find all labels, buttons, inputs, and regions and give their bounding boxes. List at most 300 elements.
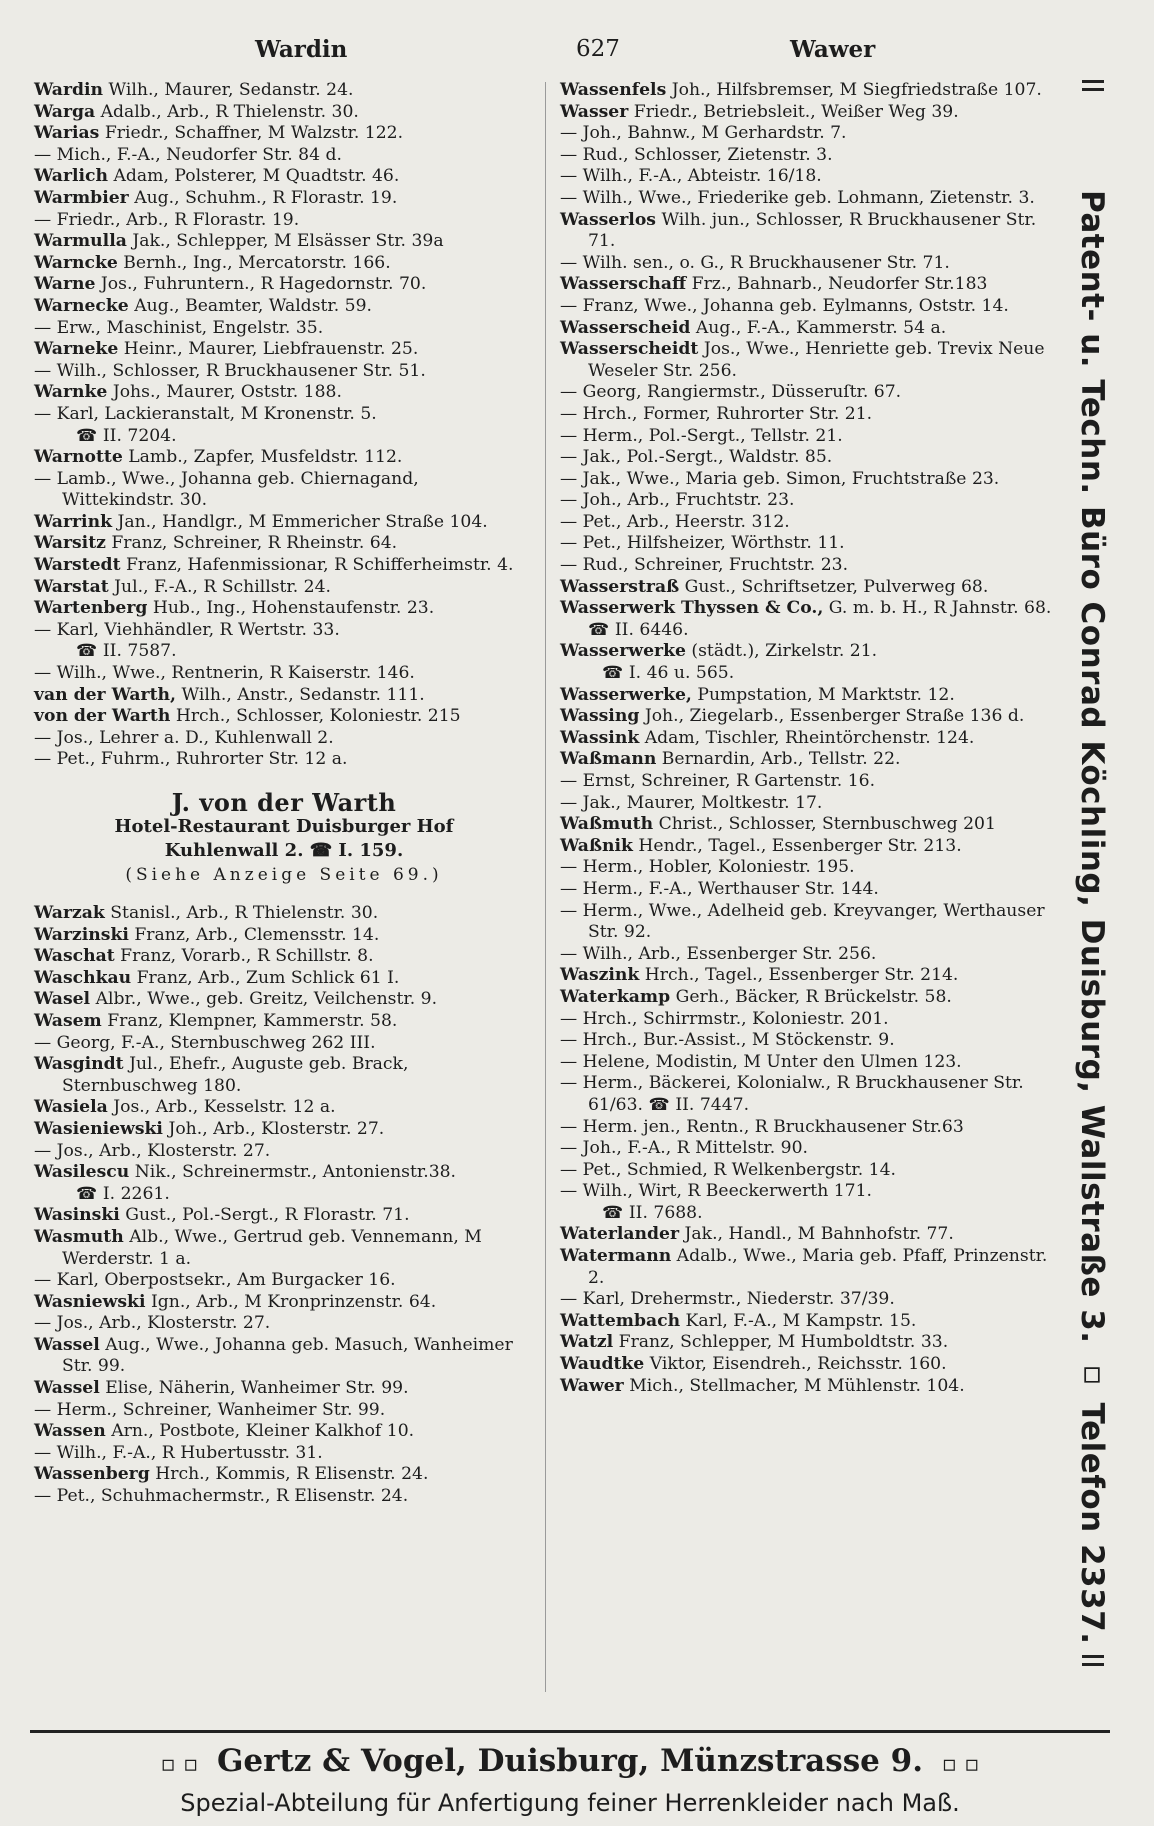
directory-entry <box>34 1162 534 1184</box>
left-entries-bottom <box>34 903 534 1508</box>
directory-entry <box>560 1224 1060 1246</box>
entry-details: Jos., Arb., Kesselstr. 12 a. <box>113 1097 336 1118</box>
entry-details: — Erw., Maschinist, Engelstr. 35. <box>34 317 324 338</box>
entry-surname: Warstedt <box>34 555 121 576</box>
entry-details: — Hrch., Former, Ruhrorter Str. 21. <box>560 403 873 424</box>
directory-entry <box>34 102 534 124</box>
entry-details: Franz, Schlepper, M Humboldtstr. 33. <box>618 1332 949 1353</box>
entry-surname: Wasserscheidt <box>560 339 699 360</box>
entry-surname: Waßmuth <box>560 814 654 835</box>
entry-surname: Wasinski <box>34 1205 120 1226</box>
entry-surname: Wassel <box>34 1378 100 1399</box>
entry-details: Jak., Schlepper, M Elsässer Str. 39a <box>132 231 444 252</box>
entry-details: Hrch., Kommis, R Elisenstr. 24. <box>155 1464 429 1485</box>
directory-entry <box>34 1292 534 1314</box>
directory-entry <box>560 1311 1060 1333</box>
directory-entry <box>560 490 1060 512</box>
entry-details: Stanisl., Arb., R Thielenstr. 30. <box>110 903 379 923</box>
entry-surname: Warnecke <box>34 295 129 316</box>
entry-surname: Wasem <box>34 1010 102 1031</box>
entry-surname: Wasmuth <box>34 1226 124 1247</box>
entry-surname: Wasserwerk Thyssen & Co., <box>560 598 824 619</box>
entry-surname: Wasniewski <box>34 1291 146 1312</box>
side-rule-top-2 <box>1082 88 1104 91</box>
entry-details: — Hrch., Schirrmstr., Koloniestr. 201. <box>560 1008 889 1029</box>
right-column <box>560 80 1060 1397</box>
directory-entry <box>560 1052 1060 1074</box>
header-right-word: Wawer <box>790 36 876 63</box>
square-icon: ▫ ▫ <box>160 1751 199 1777</box>
entry-details: — Jak., Wwe., Maria geb. Simon, Fruchtstraße 23. <box>560 468 1000 489</box>
directory-entry <box>560 253 1060 275</box>
directory-entry <box>560 102 1060 124</box>
entry-details: Franz, Klempner, Kammerstr. 58. <box>107 1010 398 1031</box>
directory-entry <box>34 1011 534 1033</box>
entry-details: Gust., Schriftsetzer, Pulverweg 68. <box>684 576 989 597</box>
entry-details: — Herm., Hobler, Koloniestr. 195. <box>560 857 855 878</box>
directory-entry <box>560 1203 1060 1225</box>
entry-details: Pumpstation, M Marktstr. 12. <box>697 684 955 705</box>
directory-entry <box>34 1270 534 1292</box>
entry-details: — Helene, Modistin, M Unter den Ulmen 123. <box>560 1051 962 1072</box>
directory-entry <box>34 577 534 599</box>
entry-details: Franz, Hafenmissionar, R Schifferheimstr. 4. <box>125 555 514 576</box>
directory-entry <box>560 577 1060 599</box>
entry-details: — Franz, Wwe., Johanna geb. Eylmanns, Oststr. 14. <box>560 295 1009 316</box>
entry-details: — Pet., Hilfsheizer, Wörthstr. 11. <box>560 533 845 554</box>
entry-surname: Wassing <box>560 706 640 727</box>
directory-entry <box>34 318 534 340</box>
side-rule-top <box>1082 80 1104 83</box>
directory-entry <box>34 231 534 253</box>
side-rule-bottom-2 <box>1082 1663 1104 1666</box>
directory-entry <box>34 210 534 232</box>
entry-surname: Wardin <box>34 80 104 100</box>
directory-entry <box>560 382 1060 404</box>
directory-entry <box>34 903 534 925</box>
entry-details: Jan., Handlgr., M Emmericher Straße 104. <box>117 511 488 532</box>
directory-entry <box>34 1486 534 1508</box>
directory-entry <box>560 166 1060 188</box>
entry-surname: Waszink <box>560 965 640 986</box>
entry-details: Gust., Pol.-Sergt., R Florastr. 71. <box>125 1205 410 1226</box>
directory-entry <box>560 80 1060 102</box>
directory-entry <box>560 663 1060 685</box>
entry-details: — Georg, Rangiermstr., Düsseruſtr. 67. <box>560 382 902 403</box>
directory-entry <box>34 641 534 663</box>
directory-entry <box>34 728 534 750</box>
directory-entry <box>34 1141 534 1163</box>
entry-details: Elise, Näherin, Wanheimer Str. 99. <box>105 1378 409 1399</box>
entry-details: — Karl, Lackieranstalt, M Kronenstr. 5. <box>34 403 377 424</box>
entry-surname: von der Warth <box>34 706 171 727</box>
directory-entry <box>560 901 1060 944</box>
directory-entry <box>560 469 1060 491</box>
entry-details: — Wilh., Wwe., Rentnerin, R Kaiserstr. 146. <box>34 663 415 684</box>
directory-entry <box>34 188 534 210</box>
entry-details: Adalb., Arb., R Thielenstr. 30. <box>100 101 359 122</box>
directory-entry <box>34 1205 534 1227</box>
entry-surname: Warneke <box>34 339 119 360</box>
entry-details: — Wilh., Arb., Essenberger Str. 256. <box>560 943 877 964</box>
directory-entry <box>560 447 1060 469</box>
directory-entry <box>34 1097 534 1119</box>
entry-details: Viktor, Eisendreh., Reichsstr. 160. <box>649 1354 947 1375</box>
entry-surname: Warzak <box>34 903 105 923</box>
entry-surname: Wartenberg <box>34 598 148 619</box>
entry-surname: Waschat <box>34 946 115 967</box>
footer-advert <box>30 1730 1110 1818</box>
entry-surname: Wasserwerke, <box>560 684 692 705</box>
entry-details: — Georg, F.-A., Sternbuschweg 262 III. <box>34 1032 376 1053</box>
entry-details: — Jak., Pol.-Sergt., Waldstr. 85. <box>560 447 833 468</box>
entry-details: Heinr., Maurer, Liebfrauenstr. 25. <box>123 339 419 360</box>
entry-details: — Herm., Wwe., Adelheid geb. Kreyvanger, Werthauser Str. 92. <box>560 900 1045 943</box>
entry-details: — Herm. jen., Rentn., R Bruckhausener Str.63 <box>560 1116 964 1137</box>
telephone-number: ☎ II. 7688. <box>602 1202 703 1223</box>
entry-details: G. m. b. H., R Jahnstr. 68. ☎ II. 6446. <box>588 598 1052 640</box>
directory-entry <box>560 1117 1060 1139</box>
entry-details: Friedr., Betriebsleit., Weißer Weg 39. <box>633 101 959 122</box>
directory-entry <box>560 1246 1060 1289</box>
directory-entry <box>560 318 1060 340</box>
directory-entry <box>560 1289 1060 1311</box>
directory-entry <box>560 793 1060 815</box>
entry-details: Mich., Stellmacher, M Mühlenstr. 104. <box>629 1375 965 1396</box>
entry-details: Albr., Wwe., geb. Greitz, Veilchenstr. 9. <box>95 989 438 1010</box>
directory-entry <box>560 1073 1060 1116</box>
entry-details: Franz, Schreiner, R Rheinstr. 64. <box>111 533 398 554</box>
entry-details: Wilh., Anstr., Sedanstr. 111. <box>181 684 425 705</box>
telephone-number: ☎ II. 7587. <box>76 641 177 662</box>
entry-details: — Pet., Schuhmachermstr., R Elisenstr. 24. <box>34 1486 409 1507</box>
entry-details: Adalb., Wwe., Maria geb. Pfaff, Prinzenstr. 2. <box>588 1246 1048 1288</box>
directory-entry <box>560 706 1060 728</box>
entry-surname: Wasel <box>34 989 91 1010</box>
entry-details: — Joh., Arb., Fruchtstr. 23. <box>560 490 795 511</box>
entry-details: — Herm., Pol.-Sergt., Tellstr. 21. <box>560 425 843 446</box>
entry-details: Joh., Ziegelarb., Essenberger Straße 136 d. <box>644 706 1025 727</box>
directory-entry <box>560 685 1060 707</box>
directory-entry <box>34 1033 534 1055</box>
entry-details: — Pet., Fuhrm., Ruhrorter Str. 12 a. <box>34 749 348 770</box>
entry-surname: Waudtke <box>560 1354 645 1375</box>
entry-surname: Warmbier <box>34 187 129 208</box>
entry-surname: Wasserwerke <box>560 641 686 662</box>
entry-surname: Wassen <box>34 1421 106 1442</box>
entry-details: — Mich., F.-A., Neudorfer Str. 84 d. <box>34 144 342 165</box>
entry-surname: Warncke <box>34 252 118 273</box>
entry-surname: Wassenberg <box>34 1464 150 1485</box>
entry-surname: Wasserlos <box>560 209 656 230</box>
entry-surname: Warlich <box>34 166 109 187</box>
directory-entry <box>34 512 534 534</box>
entry-details: Hendr., Tagel., Essenberger Str. 213. <box>638 835 962 856</box>
entry-surname: Warsitz <box>34 533 106 554</box>
directory-entry <box>560 728 1060 750</box>
entry-details: Franz, Arb., Clemensstr. 14. <box>134 924 380 945</box>
entry-details: Jos., Fuhruntern., R Hagedornstr. 70. <box>100 274 427 295</box>
directory-entry <box>560 1332 1060 1354</box>
directory-entry <box>34 946 534 968</box>
directory-entry <box>560 145 1060 167</box>
directory-entry <box>34 339 534 361</box>
directory-entry <box>34 274 534 296</box>
directory-entry <box>560 641 1060 663</box>
directory-entry <box>560 123 1060 145</box>
telephone-number: ☎ I. 2261. <box>76 1183 170 1204</box>
directory-entry <box>34 598 534 620</box>
advert-reference: (Siehe Anzeige Seite 69.) <box>125 865 443 885</box>
footer-line-1 <box>30 1741 1110 1784</box>
entry-surname: Warzinski <box>34 924 129 945</box>
directory-entry <box>34 1054 534 1097</box>
directory-entry <box>34 145 534 167</box>
advert-address: Kuhlenwall 2. ☎ I. 159. <box>164 840 404 861</box>
entry-surname: Waterlander <box>560 1224 680 1245</box>
entry-surname: Wawer <box>560 1375 624 1396</box>
entry-surname: Wasiela <box>34 1097 108 1118</box>
directory-entry <box>560 987 1060 1009</box>
entry-details: Aug., Wwe., Johanna geb. Masuch, Wanheimer Str. 99. <box>62 1334 513 1377</box>
directory-entry <box>560 1160 1060 1182</box>
entry-details: — Ernst, Schreiner, R Gartenstr. 16. <box>560 771 876 791</box>
footer-line-2: Spezial-Abteilung für Anfertigung feiner Herrenkleider nach Maß. <box>180 1789 960 1817</box>
directory-entry <box>34 1443 534 1465</box>
entry-surname: Wasieniewski <box>34 1118 163 1139</box>
entry-surname: Wassenfels <box>560 80 667 100</box>
entry-details: — Herm., F.-A., Werthauser Str. 144. <box>560 878 879 899</box>
entry-details: — Wilh. sen., o. G., R Bruckhausener Str. 71. <box>560 252 950 273</box>
entry-details: — Lamb., Wwe., Johanna geb. Chiernagand, Wittekindstr. 30. <box>34 468 419 511</box>
entry-details: — Wilh., Wwe., Friederike geb. Lohmann, Zietenstr. 3. <box>560 187 1035 208</box>
entry-details: — Wilh., F.-A., R Hubertusstr. 31. <box>34 1442 323 1463</box>
directory-entry <box>560 1138 1060 1160</box>
entry-details: Friedr., Schaffner, M Walzstr. 122. <box>104 123 404 144</box>
side-advert-text: Patent- u. Techn. Büro Conrad Köchling, Duisburg, Wallstraße 3. ▫ Telefon 2337. <box>1074 190 1110 1645</box>
entry-details: — Friedr., Arb., R Florastr. 19. <box>34 209 300 230</box>
directory-entry <box>34 968 534 990</box>
directory-entry <box>34 166 534 188</box>
page-number: 627 <box>576 36 620 62</box>
entry-details: Aug., Beamter, Waldstr. 59. <box>134 295 373 316</box>
directory-entry <box>560 1376 1060 1398</box>
entry-details: — Herm., Schreiner, Wanheimer Str. 99. <box>34 1399 386 1420</box>
page-header <box>30 30 1070 70</box>
entry-details: Lamb., Zapfer, Musfeldstr. 112. <box>128 447 403 468</box>
directory-entry <box>560 555 1060 577</box>
directory-entry <box>560 814 1060 836</box>
entry-surname: Wassink <box>560 727 640 748</box>
entry-details: Jul., Ehefr., Auguste geb. Brack, Sternbuschweg 180. <box>62 1054 409 1096</box>
directory-entry <box>34 706 534 728</box>
entry-details: — Wilh., Schlosser, R Bruckhausener Str. 51. <box>34 360 426 381</box>
entry-details: Jos., Wwe., Henriette geb. Trevix Neue Weseler Str. 256. <box>588 339 1045 381</box>
entry-details: — Karl, Oberpostsekr., Am Burgacker 16. <box>34 1270 396 1291</box>
entry-details: — Joh., Bahnw., M Gerhardstr. 7. <box>560 123 847 144</box>
directory-entry <box>34 1313 534 1335</box>
directory-entry <box>34 447 534 469</box>
entry-surname: Wasilescu <box>34 1162 130 1183</box>
entry-details: — Herm., Bäckerei, Kolonialw., R Bruckhausener Str. 61/63. ☎ II. 7447. <box>560 1073 1024 1115</box>
entry-details: Arn., Postbote, Kleiner Kalkhof 10. <box>111 1421 415 1442</box>
entry-details: Bernh., Ing., Mercatorstr. 166. <box>123 252 391 273</box>
entry-surname: Warnke <box>34 382 108 403</box>
advert-name: J. von der Warth <box>171 788 397 817</box>
entry-surname: Warga <box>34 101 96 122</box>
entry-details: Karl, F.-A., M Kampstr. 15. <box>685 1310 917 1331</box>
directory-entry <box>560 836 1060 858</box>
entry-details: — Hrch., Bur.-Assist., M Stöckenstr. 9. <box>560 1030 895 1051</box>
directory-entry <box>560 749 1060 771</box>
entry-details: — Pet., Arb., Heerstr. 312. <box>560 511 790 532</box>
entry-surname: Wassel <box>34 1334 100 1355</box>
directory-entry <box>34 1227 534 1270</box>
directory-entry <box>34 426 534 448</box>
entry-details: Jak., Handl., M Bahnhofstr. 77. <box>684 1224 954 1245</box>
entry-details: Johs., Maurer, Oststr. 188. <box>112 382 342 403</box>
directory-entry <box>560 771 1060 793</box>
directory-entry <box>34 749 534 771</box>
directory-entry <box>34 1119 534 1141</box>
entry-details: Wilh. jun., Schlosser, R Bruckhausener Str. 71. <box>588 209 1037 252</box>
entry-surname: Warne <box>34 274 96 295</box>
entry-details: — Wilh., F.-A., Abteistr. 16/18. <box>560 166 822 187</box>
entry-details: Jul., F.-A., R Schillstr. 24. <box>114 576 332 597</box>
directory-entry <box>34 555 534 577</box>
advert-hotel: Hotel-Restaurant Duisburger Hof <box>114 816 454 837</box>
entry-surname: Wasserstraß <box>560 576 680 597</box>
entry-surname: Warnotte <box>34 447 123 468</box>
directory-entry <box>560 188 1060 210</box>
directory-entry <box>560 426 1060 448</box>
entry-surname: Warmulla <box>34 231 127 252</box>
directory-entry <box>560 512 1060 534</box>
directory-entry <box>560 296 1060 318</box>
entry-details: Franz, Arb., Zum Schlick 61 I. <box>136 967 400 988</box>
entry-details: — Rud., Schlosser, Zietenstr. 3. <box>560 144 833 165</box>
directory-entry <box>34 620 534 642</box>
directory-entry <box>34 123 534 145</box>
directory-entry <box>560 339 1060 382</box>
hotel-advert <box>34 788 534 887</box>
directory-entry <box>560 404 1060 426</box>
entry-details: — Wilh., Wirt, R Beeckerwerth 171. <box>560 1181 872 1202</box>
directory-entry <box>34 361 534 383</box>
entry-surname: Wasserschaff <box>560 274 687 295</box>
telephone-number: ☎ II. 7204. <box>76 425 177 446</box>
entry-surname: Waschkau <box>34 967 132 988</box>
entry-details: Frz., Bahnarb., Neudorfer Str.183 <box>691 274 988 295</box>
directory-entry <box>34 1335 534 1378</box>
directory-entry <box>560 1030 1060 1052</box>
entry-surname: Waßmann <box>560 749 657 770</box>
entry-details: — Jos., Arb., Klosterstr. 27. <box>34 1140 271 1161</box>
entry-surname: Warstat <box>34 576 109 597</box>
directory-entry <box>560 274 1060 296</box>
directory-entry <box>34 80 534 102</box>
left-column <box>34 80 534 1508</box>
entry-details: Nik., Schreinermstr., Antonienstr.38. <box>134 1162 457 1183</box>
entry-details: Ign., Arb., M Kronprinzenstr. 64. <box>150 1291 437 1312</box>
directory-entry <box>560 965 1060 987</box>
directory-entry <box>34 663 534 685</box>
entry-details: Franz, Vorarb., R Schillstr. 8. <box>120 946 374 967</box>
entry-details: Wilh., Maurer, Sedanstr. 24. <box>108 80 354 100</box>
square-icon: ▫ ▫ <box>941 1751 980 1777</box>
entry-surname: Waßnik <box>560 835 633 856</box>
directory-entry <box>34 1400 534 1422</box>
column-divider <box>545 82 546 1692</box>
directory-entry <box>34 1464 534 1486</box>
entry-details: — Rud., Schreiner, Fruchtstr. 23. <box>560 555 849 576</box>
directory-entry <box>34 404 534 426</box>
directory-entry <box>34 685 534 707</box>
entry-details: Adam, Tischler, Rheintörchenstr. 124. <box>644 727 975 748</box>
directory-entry <box>34 296 534 318</box>
directory-entry <box>560 1181 1060 1203</box>
entry-details: Joh., Hilfsbremser, M Siegfriedstraße 107. <box>671 80 1042 100</box>
entry-details: Hrch., Schlosser, Koloniestr. 215 <box>175 706 461 727</box>
entry-surname: Warrink <box>34 511 112 532</box>
entry-details: Joh., Arb., Klosterstr. 27. <box>168 1118 385 1139</box>
entry-surname: Wasserscheid <box>560 317 691 338</box>
entry-surname: Waterkamp <box>560 986 671 1007</box>
directory-entry <box>560 1354 1060 1376</box>
entry-surname: Wasser <box>560 101 629 122</box>
directory-entry <box>34 469 534 512</box>
entry-details: — Karl, Viehhändler, R Wertstr. 33. <box>34 619 340 640</box>
directory-entry <box>560 879 1060 901</box>
entry-details: — Joh., F.-A., R Mittelstr. 90. <box>560 1138 808 1159</box>
entry-surname: Watzl <box>560 1332 614 1353</box>
entry-details: — Pet., Schmied, R Welkenbergstr. 14. <box>560 1159 896 1180</box>
header-left-word: Wardin <box>255 36 348 63</box>
directory-entry <box>34 1421 534 1443</box>
directory-entry <box>34 1378 534 1400</box>
directory-entry <box>34 925 534 947</box>
directory-entry <box>34 533 534 555</box>
directory-entry <box>34 253 534 275</box>
left-entries-top <box>34 80 534 771</box>
entry-details: — Jos., Lehrer a. D., Kuhlenwall 2. <box>34 727 334 748</box>
directory-entry <box>34 1184 534 1206</box>
entry-surname: Warias <box>34 123 100 144</box>
telephone-number: ☎ I. 46 u. 565. <box>602 663 735 684</box>
entry-details: (städt.), Zirkelstr. 21. <box>691 641 878 662</box>
directory-entry <box>560 857 1060 879</box>
directory-entry <box>34 382 534 404</box>
entry-details: — Jos., Arb., Klosterstr. 27. <box>34 1313 271 1334</box>
entry-surname: Watermann <box>560 1246 672 1267</box>
entry-details: Alb., Wwe., Gertrud geb. Vennemann, M Werderstr. 1 a. <box>62 1226 482 1269</box>
directory-entry <box>34 989 534 1011</box>
entry-details: Christ., Schlosser, Sternbuschweg 201 <box>658 814 996 835</box>
side-advert <box>1068 80 1118 1680</box>
directory-entry <box>560 533 1060 555</box>
footer-company: Gertz & Vogel, Duisburg, Münzstrasse 9. <box>216 1743 924 1779</box>
directory-entry <box>560 944 1060 966</box>
entry-details: Aug., F.-A., Kammerstr. 54 a. <box>695 317 947 338</box>
directory-entry <box>560 210 1060 253</box>
entry-surname: van der Warth, <box>34 684 177 705</box>
entry-details: — Jak., Maurer, Moltkestr. 17. <box>560 792 823 813</box>
entry-details: Hub., Ing., Hohenstaufenstr. 23. <box>152 598 435 619</box>
entry-details: Gerh., Bäcker, R Brückelstr. 58. <box>675 986 952 1007</box>
entry-details: Bernardin, Arb., Tellstr. 22. <box>661 749 901 770</box>
entry-details: — Karl, Drehermstr., Niederstr. 37/39. <box>560 1289 895 1310</box>
directory-entry <box>560 1009 1060 1031</box>
